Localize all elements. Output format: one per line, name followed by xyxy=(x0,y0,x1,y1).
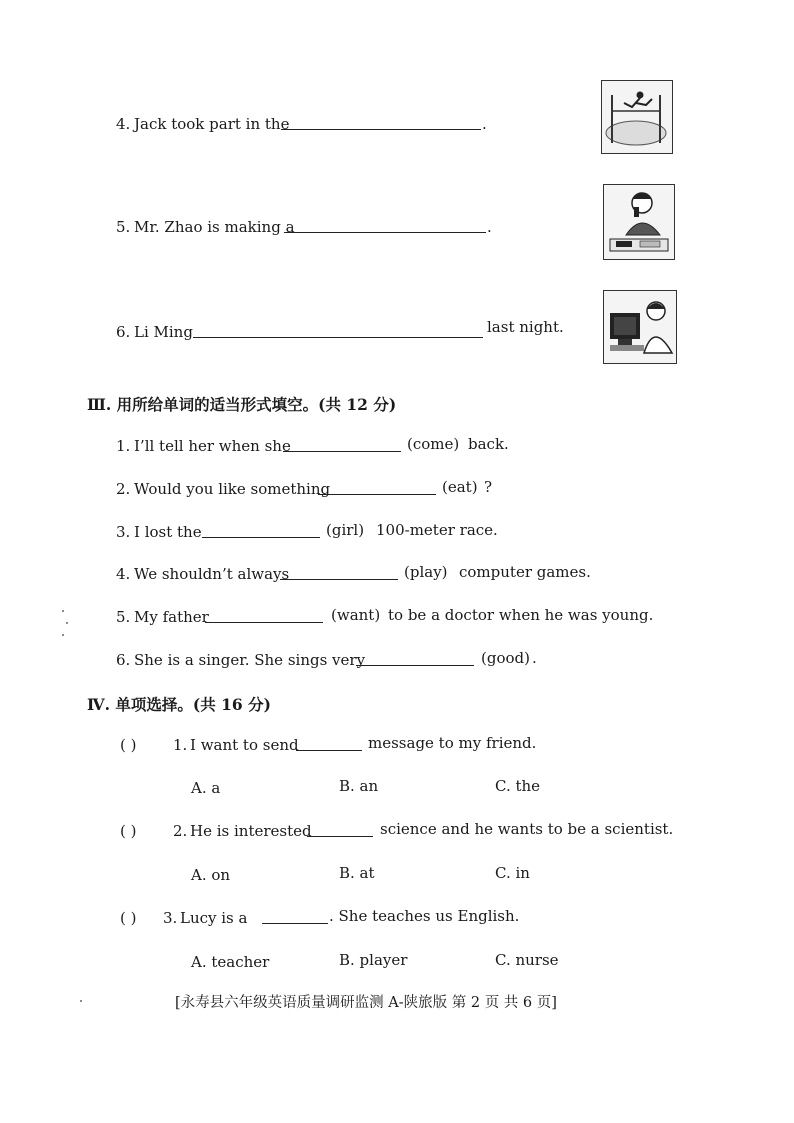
computer-boy-picture xyxy=(603,290,677,364)
option-a[interactable]: A. teacher xyxy=(191,953,270,971)
question-blank xyxy=(296,736,362,751)
item-text: I’ll tell her when she xyxy=(134,437,291,455)
option-c[interactable]: C. nurse xyxy=(495,951,559,969)
item-number: 4. xyxy=(116,115,131,133)
item-text: Mr. Zhao is making a xyxy=(134,218,295,236)
answer-blank[interactable] xyxy=(356,651,474,666)
item-end: computer games. xyxy=(459,563,591,581)
item-number: 5. xyxy=(116,218,131,236)
given-word: (eat) xyxy=(442,478,478,496)
item-number: 6. xyxy=(116,651,131,669)
answer-blank[interactable] xyxy=(202,523,320,538)
section-4-title: Ⅳ. 单项选择。(共 16 分) xyxy=(87,695,271,714)
item-number: 1. xyxy=(116,437,131,455)
high-jump-picture xyxy=(601,80,673,154)
high-jump-illustration xyxy=(602,81,672,153)
answer-parentheses[interactable]: ( ) xyxy=(120,822,137,840)
item-text: My father xyxy=(134,608,209,626)
item-number: 4. xyxy=(116,565,131,583)
question-number: 3. xyxy=(163,909,178,927)
computer-boy-illustration xyxy=(604,291,676,363)
phone-call-picture xyxy=(603,184,675,260)
given-word: (girl) xyxy=(326,521,365,539)
phone-call-illustration xyxy=(604,185,674,259)
answer-parentheses[interactable]: ( ) xyxy=(120,909,137,927)
answer-blank[interactable] xyxy=(284,218,486,233)
scan-speck xyxy=(80,1000,82,1002)
option-a[interactable]: A. a xyxy=(191,779,221,797)
item-number: 5. xyxy=(116,608,131,626)
answer-blank[interactable] xyxy=(281,115,481,130)
page-footer: [永寿县六年级英语质量调研监测 A-陕旅版 第 2 页 共 6 页] xyxy=(175,995,557,1011)
question-text: He is interested xyxy=(190,822,312,840)
question-number: 1. xyxy=(173,736,188,754)
item-end: 100-meter race. xyxy=(376,521,498,539)
item-end: back. xyxy=(468,435,509,453)
item-end: . xyxy=(487,218,492,236)
answer-blank[interactable] xyxy=(318,480,436,495)
option-b[interactable]: B. an xyxy=(339,777,379,795)
option-a[interactable]: A. on xyxy=(191,866,231,884)
item-text: Li Ming xyxy=(134,323,193,341)
given-word: (come) xyxy=(407,435,460,453)
answer-blank[interactable] xyxy=(193,323,483,338)
question-text-end: message to my friend. xyxy=(368,734,537,752)
question-text-end: science and he wants to be a scientist. xyxy=(380,820,674,838)
question-text-end: . She teaches us English. xyxy=(329,907,520,925)
question-text: Lucy is a xyxy=(180,909,248,927)
question-blank xyxy=(307,822,373,837)
item-end: last night. xyxy=(487,318,564,336)
scan-speck xyxy=(62,634,64,636)
item-text: I lost the xyxy=(134,523,202,541)
item-end: . xyxy=(532,649,537,667)
item-end: to be a doctor when he was young. xyxy=(388,606,654,624)
answer-blank[interactable] xyxy=(205,608,323,623)
answer-blank[interactable] xyxy=(283,437,401,452)
option-b[interactable]: B. player xyxy=(339,951,408,969)
option-c[interactable]: C. the xyxy=(495,777,541,795)
question-text: I want to send xyxy=(190,736,299,754)
item-end: ? xyxy=(484,478,493,496)
section-3-title: Ⅲ. 用所给单词的适当形式填空。(共 12 分) xyxy=(87,395,397,414)
item-text: Jack took part in the xyxy=(134,115,290,133)
scan-speck xyxy=(62,610,64,612)
item-number: 6. xyxy=(116,323,131,341)
item-text: We shouldn’t always xyxy=(134,565,290,583)
given-word: (want) xyxy=(331,606,381,624)
item-number: 2. xyxy=(116,480,131,498)
option-b[interactable]: B. at xyxy=(339,864,375,882)
answer-parentheses[interactable]: ( ) xyxy=(120,736,137,754)
item-text: She is a singer. She sings very xyxy=(134,651,366,669)
item-text: Would you like something xyxy=(134,480,331,498)
item-end: . xyxy=(482,115,487,133)
question-blank xyxy=(262,909,328,924)
scan-speck xyxy=(66,622,68,624)
option-c[interactable]: C. in xyxy=(495,864,530,882)
item-number: 3. xyxy=(116,523,131,541)
answer-blank[interactable] xyxy=(280,565,398,580)
question-number: 2. xyxy=(173,822,188,840)
given-word: (good) xyxy=(481,649,530,667)
given-word: (play) xyxy=(404,563,448,581)
